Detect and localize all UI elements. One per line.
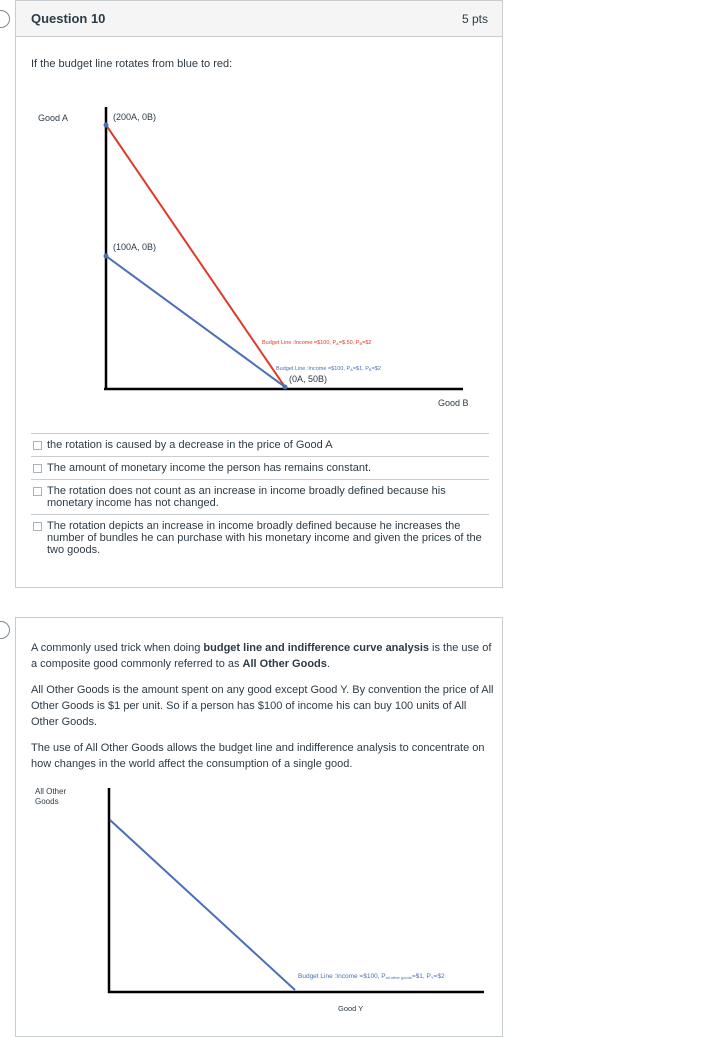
answer-text: The rotation depicts an increase in income broadly defined because he increases the number of bundles he can purchase with his monetary income and given the prices of the two goods. xyxy=(47,520,482,556)
info-text: is the use of a composite good commonly referred to as xyxy=(31,642,492,670)
x-axis-label: Good Y xyxy=(338,1004,364,1013)
checkbox[interactable] xyxy=(33,487,42,496)
question-marker-icon xyxy=(0,10,10,28)
answer-text: The rotation does not count as an increase in income broadly defined because his monetary income has not changed. xyxy=(47,485,446,509)
question-prompt: If the budget line rotates from blue to red: xyxy=(31,58,233,70)
answer-option[interactable] xyxy=(31,514,489,561)
budget-line xyxy=(110,820,295,990)
answer-option[interactable] xyxy=(31,456,489,479)
y-axis-label: Good A xyxy=(38,113,69,123)
info-text: A commonly used trick when doing xyxy=(31,642,204,654)
y-axis-label-line1: All Other xyxy=(35,787,67,796)
checkbox[interactable] xyxy=(33,464,42,473)
red-intercept-point xyxy=(104,123,109,128)
question-marker-icon xyxy=(0,621,10,639)
red-line-label: Budget Line :Income =$100, PA=$.50, PB=$2 xyxy=(262,340,372,346)
budget-line-figure xyxy=(16,101,502,408)
answer-text: the rotation is caused by a decrease in the price of Good A xyxy=(47,439,333,451)
x-intercept-label: (0A, 50B) xyxy=(289,374,328,384)
info-paragraph-2: All Other Goods is the amount spent on any good except Good Y. By convention the price of All Other Goods is $1 per unit. So if a person has $100 of income his can buy 100 units of All Other Goods. xyxy=(31,684,494,728)
answer-list xyxy=(31,433,489,561)
info-card xyxy=(15,617,503,1037)
info-text: . xyxy=(326,658,330,670)
red-budget-line xyxy=(106,125,285,387)
info-emphasis: All Other Goods xyxy=(242,658,327,670)
answer-option[interactable] xyxy=(31,433,489,456)
blue-line-label: Budget Line :Income =$100, PA=$1, PB=$2 xyxy=(276,366,381,372)
info-paragraph-1 xyxy=(31,640,496,672)
info-paragraph-3: The use of All Other Goods allows the budget line and indifference analysis to concentrate on how changes in the world affect the consumption of a single good. xyxy=(31,742,485,770)
checkbox[interactable] xyxy=(33,441,42,450)
question-points: 5 pts xyxy=(461,11,488,26)
x-intercept-point xyxy=(283,385,288,390)
checkbox[interactable] xyxy=(33,522,42,531)
blue-budget-line xyxy=(106,256,285,387)
budget-line-label: Budget Line :Income =$100, Pall other goods=$1, PY=$2 xyxy=(298,973,445,980)
question-title: Question 10 xyxy=(31,11,106,26)
all-other-goods-figure xyxy=(16,783,502,1023)
answer-option[interactable] xyxy=(31,479,489,514)
question-header xyxy=(16,1,502,37)
info-emphasis: budget line and indifference curve analysis xyxy=(203,642,429,654)
answer-text: The amount of monetary income the person has remains constant. xyxy=(47,462,372,474)
blue-intercept-label: (100A, 0B) xyxy=(113,242,157,252)
y-axis-label-line2: Goods xyxy=(35,797,59,806)
red-intercept-label: (200A, 0B) xyxy=(113,112,157,122)
blue-intercept-point xyxy=(104,254,109,259)
question-card xyxy=(15,0,503,588)
x-axis-label: Good B xyxy=(438,398,469,408)
